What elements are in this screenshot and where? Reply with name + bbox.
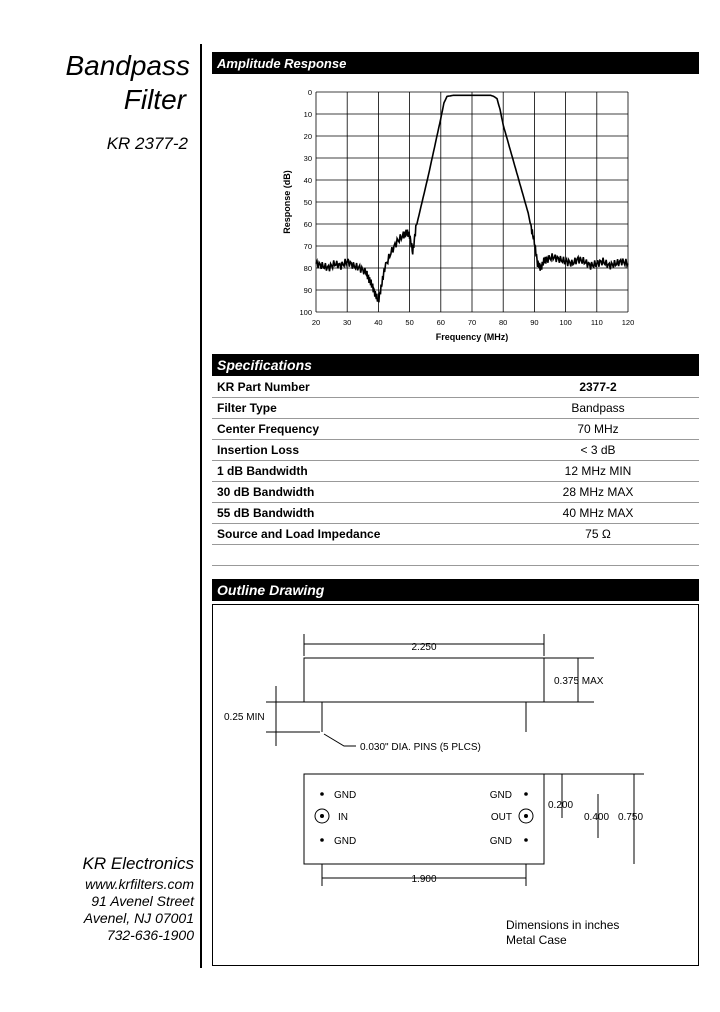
dim-0400-text: 0.400	[584, 812, 610, 823]
part-number-title: KR 2377-2	[106, 134, 188, 153]
spec-value: 40 MHz MAX	[497, 503, 699, 524]
y-tick-label: 0	[307, 88, 312, 97]
spec-value: 12 MHz MIN	[497, 461, 699, 482]
spec-label: Insertion Loss	[212, 440, 497, 461]
leader-pin-dia	[324, 734, 356, 746]
pin-label-left-3: GND	[334, 836, 357, 847]
pin-label-left-1: GND	[334, 790, 357, 801]
x-tick-label: 80	[499, 318, 508, 327]
chart-x-ticks	[312, 318, 634, 327]
chart-x-label: Frequency (MHz)	[435, 332, 509, 342]
amplitude-response-chart	[280, 84, 640, 348]
outline-drawing	[214, 606, 696, 962]
note-dimensions: Dimensions in inches	[506, 918, 620, 932]
spec-row-empty	[212, 545, 699, 566]
y-tick-label: 70	[303, 242, 312, 251]
spec-label: Center Frequency	[212, 419, 497, 440]
spec-row	[212, 461, 699, 482]
pin-dot	[320, 814, 324, 818]
spec-value: < 3 dB	[497, 440, 699, 461]
dim-0750-text: 0.750	[618, 812, 644, 823]
company-city: Avenel, NJ 07001	[83, 910, 194, 926]
dim-pin-spacing-text: 1.900	[411, 874, 437, 885]
dim-height-text: 0.375 MAX	[554, 676, 604, 687]
x-tick-label: 40	[374, 318, 383, 327]
x-tick-label: 70	[467, 318, 477, 327]
amplitude-response-header	[212, 52, 699, 74]
spec-value: 28 MHz MAX	[497, 482, 699, 503]
x-tick-label: 120	[621, 318, 635, 327]
chart-y-label: Response (dB)	[282, 170, 292, 234]
outline-drawing-title: Outline Drawing	[217, 582, 325, 598]
spec-row	[212, 440, 699, 461]
company-street: 91 Avenel Street	[91, 893, 194, 909]
spec-row	[212, 503, 699, 524]
spec-row	[212, 524, 699, 545]
spec-header-row	[212, 377, 699, 398]
specifications-header	[212, 354, 699, 376]
pin-label-right-3: GND	[489, 836, 512, 847]
pin-dot	[524, 792, 528, 796]
product-title-line1: Bandpass	[65, 50, 190, 81]
y-tick-label: 20	[303, 132, 312, 141]
dim-pin-dia-text: 0.030" DIA. PINS (5 PLCS)	[360, 742, 481, 753]
spec-label: 30 dB Bandwidth	[212, 482, 497, 503]
dim-pin-length-text: 0.25 MIN	[224, 712, 265, 723]
pin-label-right-2: OUT	[490, 812, 512, 823]
case-side-outline	[304, 658, 544, 702]
pin-dot	[524, 838, 528, 842]
product-title-line2: Filter	[123, 84, 186, 115]
note-metal-case: Metal Case	[506, 933, 567, 947]
y-tick-label: 50	[303, 198, 312, 207]
spec-row	[212, 482, 699, 503]
x-tick-label: 30	[343, 318, 352, 327]
y-tick-label: 10	[303, 110, 312, 119]
spec-row	[212, 419, 699, 440]
vertical-divider	[200, 44, 202, 968]
spec-row	[212, 398, 699, 419]
dim-0200-text: 0.200	[548, 800, 574, 811]
x-tick-label: 90	[530, 318, 539, 327]
x-tick-label: 110	[590, 318, 603, 327]
chart-y-ticks	[299, 88, 312, 317]
specifications-title: Specifications	[217, 357, 312, 373]
company-website[interactable]: www.krfilters.com	[85, 876, 194, 892]
x-tick-label: 20	[311, 318, 321, 327]
spec-value: 70 MHz	[497, 419, 699, 440]
spec-label: Source and Load Impedance	[212, 524, 497, 545]
pin-label-left-2: IN	[338, 812, 348, 823]
specifications-table	[212, 377, 699, 566]
company-name: KR Electronics	[82, 854, 194, 873]
spec-value: 75 Ω	[497, 524, 699, 545]
spec-value: Bandpass	[497, 398, 699, 419]
company-phone: 732-636-1900	[106, 927, 194, 943]
x-tick-label: 60	[436, 318, 445, 327]
y-tick-label: 30	[303, 154, 312, 163]
pin-dot	[524, 814, 528, 818]
y-tick-label: 80	[303, 264, 312, 273]
y-tick-label: 100	[299, 308, 312, 317]
y-tick-label: 90	[303, 286, 312, 295]
amplitude-response-title: Amplitude Response	[217, 56, 347, 71]
pin-dot	[320, 792, 324, 796]
y-tick-label: 40	[303, 176, 312, 185]
pin-dot	[320, 838, 324, 842]
x-tick-label: 100	[559, 318, 572, 327]
dim-length-text: 2.250	[411, 642, 437, 653]
chart-grid	[316, 92, 628, 312]
spec-label: 55 dB Bandwidth	[212, 503, 497, 524]
x-tick-label: 50	[405, 318, 414, 327]
spec-label: KR Part Number	[212, 377, 497, 398]
pin-label-right-1: GND	[489, 790, 512, 801]
spec-label: Filter Type	[212, 398, 497, 419]
y-tick-label: 60	[303, 220, 312, 229]
spec-value: 2377-2	[497, 377, 699, 398]
outline-drawing-header	[212, 579, 699, 601]
spec-label: 1 dB Bandwidth	[212, 461, 497, 482]
